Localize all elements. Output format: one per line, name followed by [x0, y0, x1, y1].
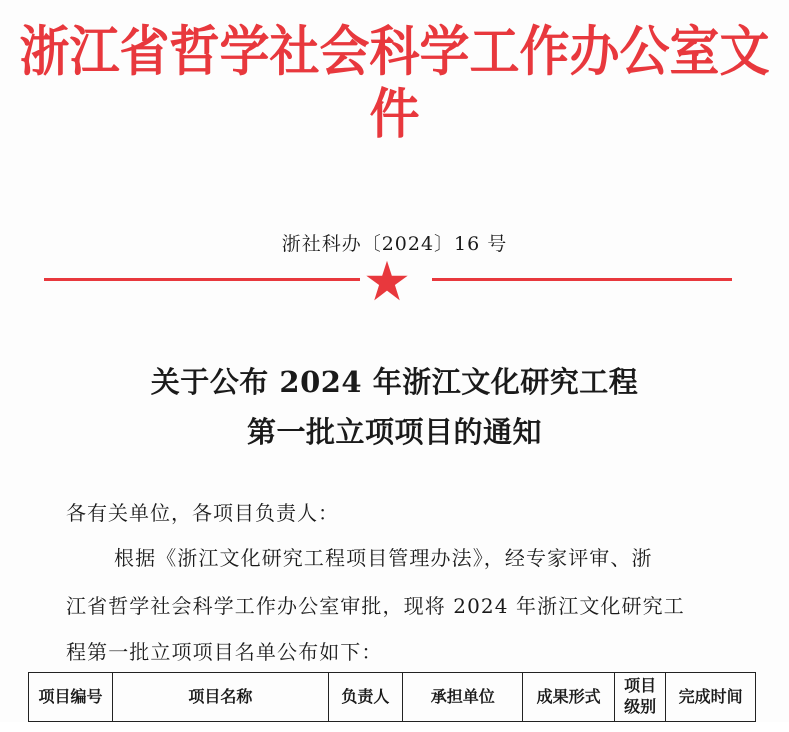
body-paragraph-line: 程第一批立项项目名单公布如下：	[66, 640, 383, 664]
notice-title-line-1: 关于公布 2024 年浙江文化研究工程	[150, 365, 639, 399]
star-icon	[365, 259, 409, 303]
column-header-completion-time: 完成时间	[666, 673, 756, 722]
body-paragraph-line: 根据《浙江文化研究工程项目管理办法》，经专家评审、浙	[114, 546, 653, 570]
salutation: 各有关单位，各项目负责人：	[66, 501, 339, 525]
red-rule-right	[432, 278, 732, 281]
table-header-row	[29, 673, 756, 722]
document-number: 浙社科办〔2024〕16 号	[281, 233, 508, 255]
body-paragraph-line: 江省哲学社会科学工作办公室审批，现将 2024 年浙江文化研究工	[66, 594, 685, 618]
column-header-level	[614, 673, 665, 722]
column-header-unit: 承担单位	[403, 673, 523, 722]
column-header-lead: 负责人	[328, 673, 402, 722]
column-header-level-line-2: 级别	[624, 697, 657, 716]
column-header-level-line-1: 项目	[624, 676, 657, 696]
column-header-project-id: 项目编号	[29, 673, 113, 722]
column-header-result-form: 成果形式	[523, 673, 615, 722]
project-list-table	[28, 672, 756, 732]
notice-title-line-2: 第一批立项项目的通知	[246, 415, 542, 449]
masthead-title: 浙江省哲学社会科学工作办公室文件	[19, 20, 770, 146]
column-header-project-name: 项目名称	[112, 673, 328, 722]
red-rule-left	[44, 278, 360, 281]
